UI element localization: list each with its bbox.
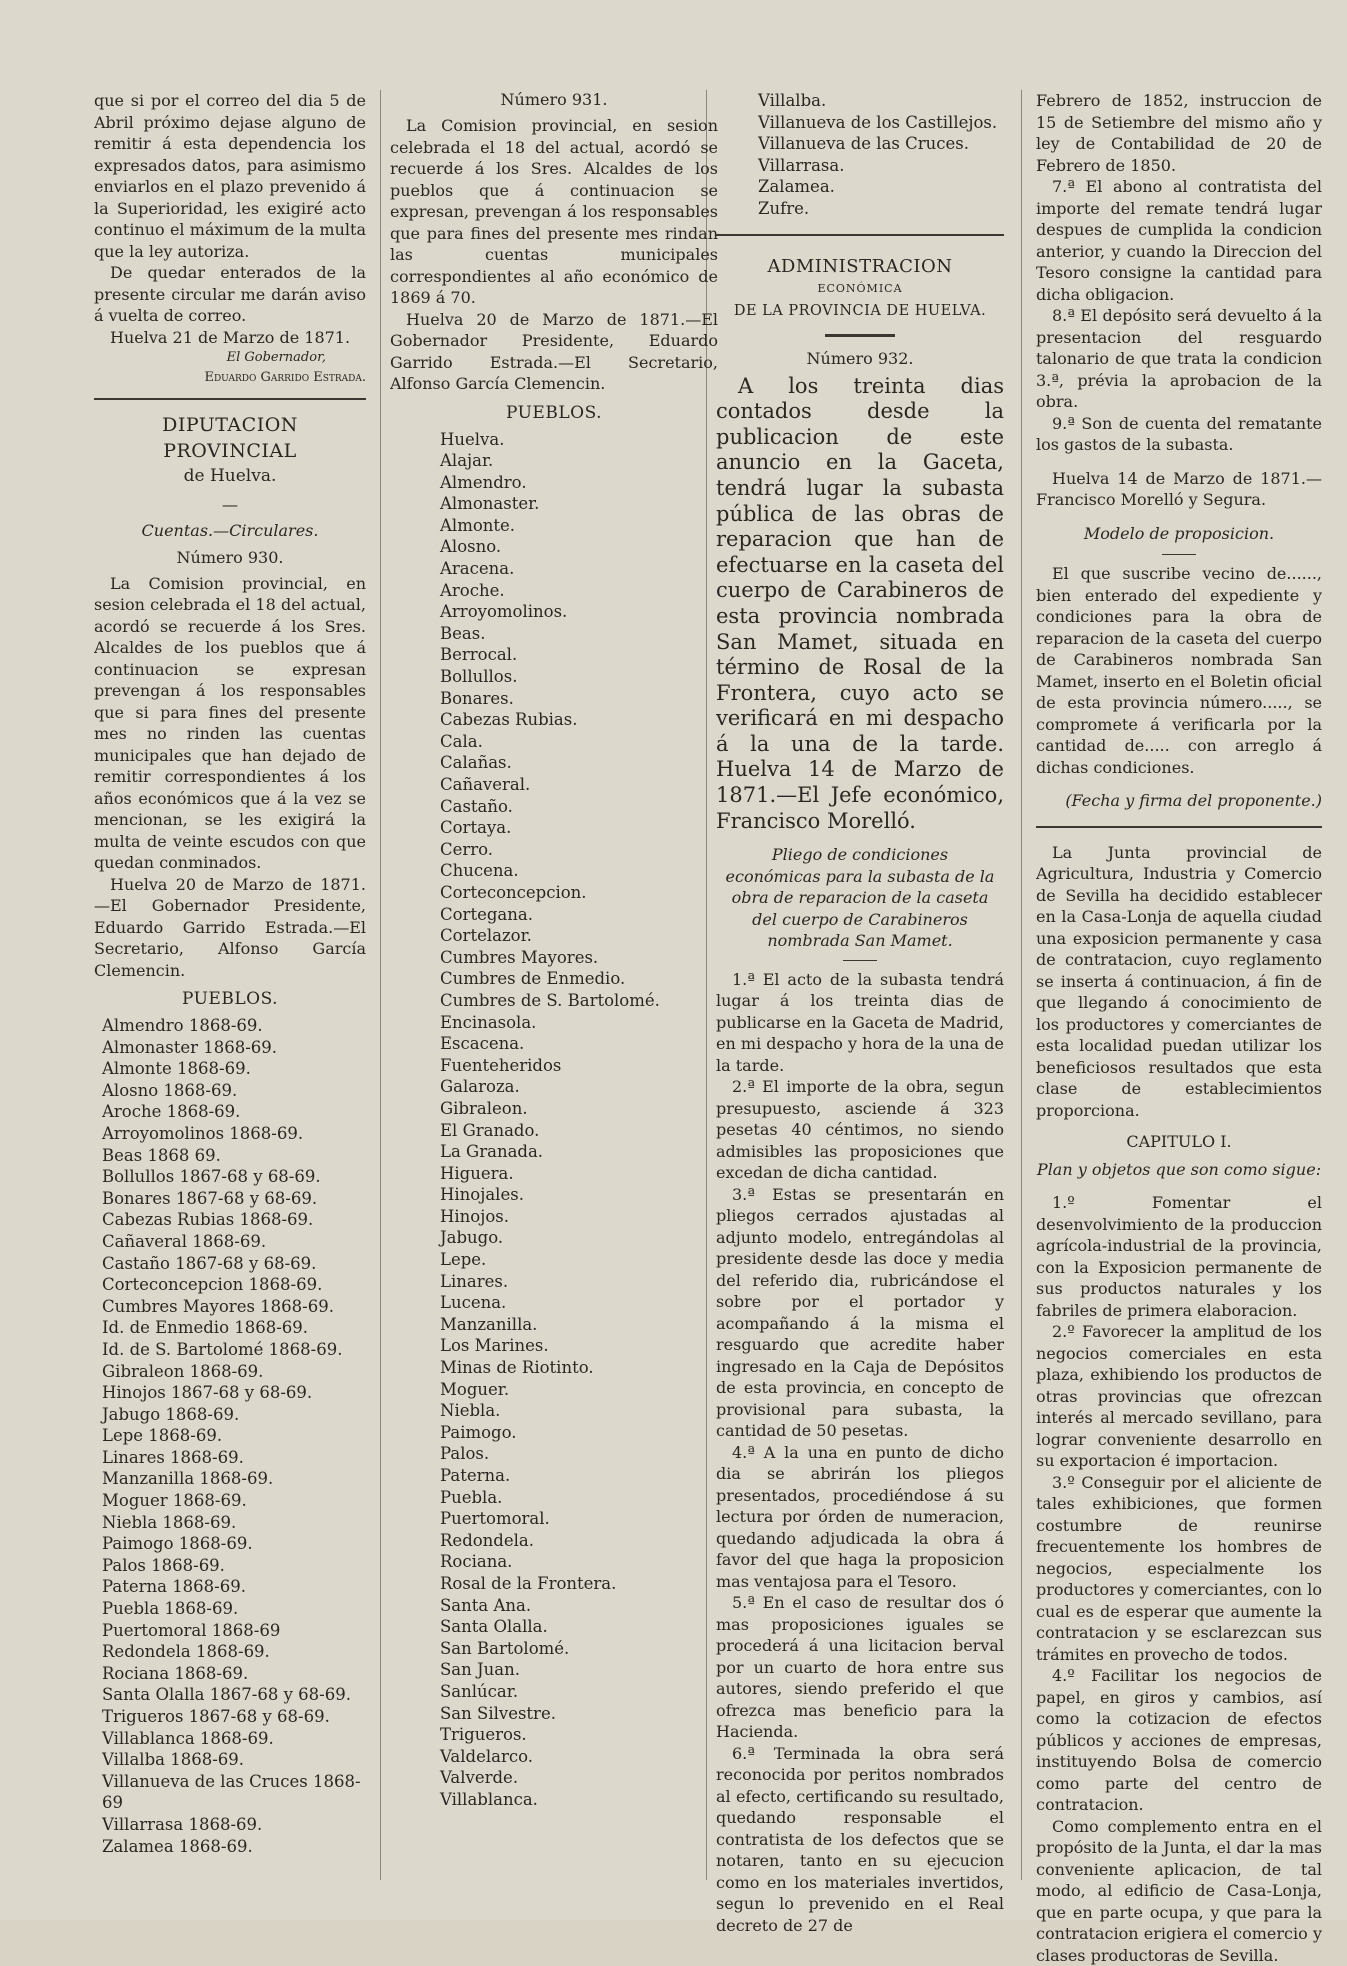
- pueblos-heading-2: PUEBLOS.: [390, 403, 718, 423]
- list-item: Los Marines.: [440, 1335, 718, 1357]
- list-item: Aracena.: [440, 558, 718, 580]
- condition-item: 9.ª Son de cuenta del rematante los gastos de la subasta.: [1036, 413, 1322, 456]
- administracion-heading: ADMINISTRACION: [716, 254, 1004, 280]
- list-item: Sanlúcar.: [440, 1681, 718, 1703]
- list-item: Villanueva de las Cruces 1868-69: [102, 1771, 366, 1814]
- governor-title: El Gobernador,: [94, 348, 326, 368]
- list-item: Santa Ana.: [440, 1595, 718, 1617]
- column-1: [94, 90, 366, 1857]
- list-item: Santa Olalla 1867-68 y 68-69.: [102, 1684, 366, 1706]
- circular-date: Huelva 21 de Marzo de 1871.: [94, 327, 366, 349]
- list-item: Palos.: [440, 1443, 718, 1465]
- pueblos-list-1: [94, 1015, 366, 1857]
- list-item: Berrocal.: [440, 644, 718, 666]
- list-item: Santa Olalla.: [440, 1616, 718, 1638]
- list-item: Almendro.: [440, 472, 718, 494]
- list-item: Palos 1868-69.: [102, 1555, 366, 1577]
- governor-name: Eduardo Garrido Estrada.: [94, 368, 366, 388]
- diputacion-subheading: de Huelva.: [94, 464, 366, 489]
- short-dash: [1162, 554, 1196, 555]
- list-item: San Bartolomé.: [440, 1638, 718, 1660]
- capitulo-heading: CAPITULO I.: [1036, 1131, 1322, 1153]
- list-item: Aroche.: [440, 580, 718, 602]
- list-item: Arroyomolinos 1868-69.: [102, 1123, 366, 1145]
- list-item: Id. de S. Bartolomé 1868-69.: [102, 1339, 366, 1361]
- closing-paragraph: Como complemento entra en el propósito de la Junta, el dar la mas conveniente aplicacion, de tal modo, al edificio de Casa-Lonja, que en parte ocupa, y que para la contratacion erigiera el comercio y clases productoras de Sevilla.: [1036, 1816, 1322, 1966]
- pueblos-list-2-continued: [716, 90, 1004, 220]
- list-item: Lucena.: [440, 1292, 718, 1314]
- list-item: Id. de Enmedio 1868-69.: [102, 1317, 366, 1339]
- list-item: Cabezas Rubias 1868-69.: [102, 1209, 366, 1231]
- list-item: Encinasola.: [440, 1012, 718, 1034]
- list-item: La Granada.: [440, 1141, 718, 1163]
- list-item: Cabezas Rubias.: [440, 709, 718, 731]
- list-item: Lepe.: [440, 1249, 718, 1271]
- junta-announcement: La Junta provincial de Agricultura, Industria y Comercio de Sevilla ha decidido establecer en la Casa-Lonja de aquella ciudad una exposicion permanente y casa de contratacion, cuyo reglamento se inserta á continuacion, á fin de que llegando á conocimiento de los productores y comerciantes de esta localidad puedan utilizar los beneficiosos resultados que esta clase de establecimientos proporciona.: [1036, 842, 1322, 1122]
- condition-item: 8.ª El depósito será devuelto á la presentacion del resguardo talonario de que trata la condicion 3.ª, prévia la aprobacion de la obra.: [1036, 305, 1322, 413]
- list-item: San Silvestre.: [440, 1703, 718, 1725]
- list-item: Cumbres de Enmedio.: [440, 968, 718, 990]
- list-item: Redondela.: [440, 1530, 718, 1552]
- list-item: Gibraleon 1868-69.: [102, 1361, 366, 1383]
- list-item: Trigueros.: [440, 1724, 718, 1746]
- list-item: Paimogo.: [440, 1422, 718, 1444]
- list-item: Escacena.: [440, 1033, 718, 1055]
- list-item: Higuera.: [440, 1163, 718, 1185]
- list-item: Redondela 1868-69.: [102, 1641, 366, 1663]
- list-item: Almonte.: [440, 515, 718, 537]
- circular-930-text: La Comision provincial, en sesion celebrada el 18 del actual, acordó se recuerde á los Sres. Alcaldes de los pueblos que á continuacion se expresan prevengan á los responsables que si para fines del presente mes no rinden las cuentas municipales que han dejado de remitir correspondientes á los años económicos que á la vez se mencionan, se les exigirá la multa de veinte escudos con que quedan conminados.: [94, 573, 366, 874]
- list-item: Villanueva de los Castillejos.: [758, 112, 1004, 134]
- list-item: Villanueva de las Cruces.: [758, 133, 1004, 155]
- list-item: Rociana.: [440, 1551, 718, 1573]
- condition-item: 6.ª Terminada la obra será reconocida por peritos nombrados al efecto, certificando su resultado, quedando responsable el contratista de los defectos que se notaren, tanto en su ejecucion como en los materiales invertidos, segun lo prevenido en el Real decreto de 27 de: [716, 1743, 1004, 1937]
- list-item: Bonares.: [440, 688, 718, 710]
- list-item: Zufre.: [758, 198, 1004, 220]
- list-item: Puebla 1868-69.: [102, 1598, 366, 1620]
- list-item: Villarrasa.: [758, 155, 1004, 177]
- list-item: Cortaya.: [440, 817, 718, 839]
- list-item: Niebla 1868-69.: [102, 1512, 366, 1534]
- list-item: Almonaster 1868-69.: [102, 1037, 366, 1059]
- list-item: Almonte 1868-69.: [102, 1058, 366, 1080]
- list-item: Niebla.: [440, 1400, 718, 1422]
- condition-item: 5.ª En el caso de resultar dos ó mas proposiciones iguales se procederá á una licitacion berval por un cuarto de hora entre sus autores, siendo preferido el que ofrezca mas beneficio para la Hacienda.: [716, 1592, 1004, 1743]
- condition-item: 2.ª El importe de la obra, segun presupuesto, asciende á 323 pesetas 40 céntimos, no siendo admisibles las proposiciones que excedan de dicha cantidad.: [716, 1076, 1004, 1184]
- condition-item: 4.ª A la una en punto de dicho dia se abrirán los pliegos presentados, procediéndose á su lectura por órden de numeracion, quedando adjudicada la obra á favor del que haga la proposicion mas ventajosa para el Tesoro.: [716, 1442, 1004, 1593]
- plan-heading: Plan y objetos que son como sigue:: [1036, 1159, 1322, 1181]
- list-item: Moguer 1868-69.: [102, 1490, 366, 1512]
- list-item: Villalba.: [758, 90, 1004, 112]
- list-item: Huelva.: [440, 429, 718, 451]
- condition-item: 7.ª El abono al contratista del importe del remate tendrá lugar despues de cumplida la condicion anterior, y cuando la Direccion del Tesoro consigne la cantidad para dicha obligacion.: [1036, 176, 1322, 305]
- column-rule: [380, 90, 381, 1880]
- list-item: Hinojos 1867-68 y 68-69.: [102, 1382, 366, 1404]
- circular-931-text: La Comision provincial, en sesion celebrada el 18 del actual, acordó se recuerde á los Sres. Alcaldes de los pueblos que á continuacion se expresan, prevengan á los responsables que para fines del presente mes rindan las cuentas municipales correspondientes al año económico de 1869 á 70.: [390, 115, 718, 309]
- section-separator: [94, 398, 366, 400]
- objective-item: 3.º Conseguir por el aliciente de tales exhibiciones, que formen costumbre de reunirse frecuentemente los hombres de negocios, especialmente los productores y comerciantes, con lo cual es de esperar que aumente la contratacion y se esclarezcan sus trámites en provecho de todos.: [1036, 1472, 1322, 1666]
- list-item: Aroche 1868-69.: [102, 1101, 366, 1123]
- list-item: Cañaveral.: [440, 774, 718, 796]
- subasta-announcement: A los treinta dias contados desde la publicacion de este anuncio en la Gaceta, tendrá lugar la subasta pública de las obras de reparacion que han de efectuarse en la caseta del cuerpo de Carabineros de esta provincia nombrada San Mamet, situada en término de Rosal de la Frontera, cuyo acto se verificará en mi despacho á la una de la tarde. Huelva 14 de Marzo de 1871.—El Jefe económico, Francisco Morelló.: [716, 374, 1004, 835]
- ornament-rule: [825, 334, 895, 337]
- list-item: Villablanca.: [440, 1789, 718, 1811]
- list-item: Cañaveral 1868-69.: [102, 1231, 366, 1253]
- column-rule: [1021, 90, 1022, 1880]
- list-item: Cumbres de S. Bartolomé.: [440, 990, 718, 1012]
- list-item: Villarrasa 1868-69.: [102, 1814, 366, 1836]
- list-item: Rosal de la Frontera.: [440, 1573, 718, 1595]
- list-item: Castaño.: [440, 796, 718, 818]
- list-item: Fuenteheridos: [440, 1055, 718, 1077]
- list-item: Paimogo 1868-69.: [102, 1533, 366, 1555]
- list-item: Arroyomolinos.: [440, 601, 718, 623]
- list-item: El Granado.: [440, 1120, 718, 1142]
- pueblos-heading-1: PUEBLOS.: [94, 989, 366, 1009]
- circular-931-signature: Huelva 20 de Marzo de 1871.—El Gobernador Presidente, Eduardo Garrido Estrada.—El Secretario, Alfonso García Clemencin.: [390, 309, 718, 395]
- list-item: Castaño 1867-68 y 68-69.: [102, 1253, 366, 1275]
- list-item: Bollullos 1867-68 y 68-69.: [102, 1166, 366, 1188]
- diputacion-heading: DIPUTACION PROVINCIAL: [94, 412, 366, 464]
- objective-item: 2.º Favorecer la amplitud de los negocios comerciales en esta plaza, exhibiendo los productos de otras provincias que ofrezcan interés al mercado sevillano, para lograr conveniente desarrollo en su exportacion é importacion.: [1036, 1321, 1322, 1472]
- list-item: Rociana 1868-69.: [102, 1663, 366, 1685]
- heading-dash: —: [94, 495, 366, 514]
- list-item: Manzanilla 1868-69.: [102, 1468, 366, 1490]
- list-item: Alosno 1868-69.: [102, 1080, 366, 1102]
- number-932: Número 932.: [716, 349, 1004, 368]
- column-2: [390, 90, 718, 1811]
- list-item: Linares.: [440, 1271, 718, 1293]
- list-item: Minas de Riotinto.: [440, 1357, 718, 1379]
- pueblos-list-2: [390, 429, 718, 1811]
- section-separator: [716, 234, 1004, 236]
- section-separator: [1036, 826, 1322, 828]
- list-item: Lepe 1868-69.: [102, 1425, 366, 1447]
- list-item: Gibraleon.: [440, 1098, 718, 1120]
- list-item: Cortegana.: [440, 904, 718, 926]
- fecha-firma: (Fecha y firma del proponente.): [1036, 790, 1322, 812]
- short-dash: [843, 960, 877, 961]
- list-item: Valdelarco.: [440, 1746, 718, 1768]
- objective-item: 1.º Fomentar el desenvolvimiento de la produccion agrícola-industrial de la provincia, con la Exposicion permanente de sus productos naturales y los fabriles de primera elaboracion.: [1036, 1192, 1322, 1321]
- list-item: Galaroza.: [440, 1076, 718, 1098]
- list-item: San Juan.: [440, 1659, 718, 1681]
- list-item: Chucena.: [440, 860, 718, 882]
- circular-closing: De quedar enterados de la presente circular me darán aviso á vuelta de correo.: [94, 262, 366, 327]
- number-930: Número 930.: [94, 548, 366, 567]
- list-item: Villalba 1868-69.: [102, 1749, 366, 1771]
- list-item: Zalamea 1868-69.: [102, 1836, 366, 1858]
- pliego-title: Pliego de condiciones económicas para la subasta de la obra de reparacion de la caseta del cuerpo de Carabineros nombrada San Mamet.: [722, 844, 998, 952]
- list-item: Bollullos.: [440, 666, 718, 688]
- list-item: Paterna 1868-69.: [102, 1576, 366, 1598]
- administracion-subheading: ECONÓMICA: [716, 280, 1004, 298]
- condition-item: 3.ª Estas se presentarán en pliegos cerrados ajustadas al adjunto modelo, entregándolas al presidente desde las doce y media del referido dia, rubricándose el sobre por el portador y acompañando á la misma el resguardo que acredite haber ingresado en la Caja de Depósitos de esta provincia, en concepto de provisional para subasta, la cantidad de 50 pesetas.: [716, 1184, 1004, 1442]
- list-item: Jabugo 1868-69.: [102, 1404, 366, 1426]
- condition-item: 1.ª El acto de la subasta tendrá lugar á los treinta dias de publicarse en la Gaceta de Madrid, en mi despacho y hora de la una de la tarde.: [716, 969, 1004, 1077]
- objective-item: 4.º Facilitar los negocios de papel, en giros y cambios, así como la cotizacion de efectos públicos y acciones de empresas, instituyendo Bolsa de comercio como parte del centro de contratacion.: [1036, 1665, 1322, 1816]
- list-item: Cortelazor.: [440, 925, 718, 947]
- list-item: Paterna.: [440, 1465, 718, 1487]
- column-4: [1036, 90, 1322, 1966]
- list-item: Linares 1868-69.: [102, 1447, 366, 1469]
- list-item: Almonaster.: [440, 493, 718, 515]
- list-item: Alajar.: [440, 450, 718, 472]
- list-item: Beas 1868 69.: [102, 1145, 366, 1167]
- list-item: Villablanca 1868-69.: [102, 1728, 366, 1750]
- conditions-continuation: Febrero de 1852, instruccion de 15 de Setiembre del mismo año y ley de Contabilidad de 20 de Febrero de 1850.: [1036, 90, 1322, 176]
- list-item: Moguer.: [440, 1379, 718, 1401]
- list-item: Cala.: [440, 731, 718, 753]
- list-item: Trigueros 1867-68 y 68-69.: [102, 1706, 366, 1728]
- modelo-heading: Modelo de proposicion.: [1036, 523, 1322, 545]
- list-item: Puertomoral.: [440, 1508, 718, 1530]
- list-item: Cumbres Mayores.: [440, 947, 718, 969]
- list-item: Hinojos.: [440, 1206, 718, 1228]
- list-item: Zalamea.: [758, 176, 1004, 198]
- list-item: Puebla.: [440, 1487, 718, 1509]
- list-item: Corteconcepcion.: [440, 882, 718, 904]
- list-item: Beas.: [440, 623, 718, 645]
- list-item: Cerro.: [440, 839, 718, 861]
- list-item: Calañas.: [440, 752, 718, 774]
- circular-930-signature: Huelva 20 de Marzo de 1871.—El Gobernador Presidente, Eduardo Garrido Estrada.—El Secretario, Alfonso García Clemencin.: [94, 874, 366, 982]
- administracion-province: DE LA PROVINCIA DE HUELVA.: [716, 298, 1004, 324]
- column-3: [716, 90, 1004, 1936]
- list-item: Jabugo.: [440, 1227, 718, 1249]
- list-item: Bonares 1867-68 y 68-69.: [102, 1188, 366, 1210]
- list-item: Alosno.: [440, 536, 718, 558]
- list-item: Hinojales.: [440, 1184, 718, 1206]
- circular-continuation: que si por el correo del dia 5 de Abril próximo dejase alguno de remitir á esta dependencia los expresados datos, para asimismo enviarlos en el plazo prevenido á la Superioridad, les exigiré acto continuo el máximum de la multa que la ley autoriza.: [94, 90, 366, 262]
- list-item: Valverde.: [440, 1767, 718, 1789]
- list-item: Puertomoral 1868-69: [102, 1620, 366, 1642]
- conditions-list-continued: [1036, 176, 1322, 456]
- section-title: Cuentas.—Circulares.: [94, 520, 366, 542]
- number-931: Número 931.: [390, 90, 718, 109]
- list-item: Almendro 1868-69.: [102, 1015, 366, 1037]
- list-item: Corteconcepcion 1868-69.: [102, 1274, 366, 1296]
- conditions-signature: Huelva 14 de Marzo de 1871.—Francisco Morelló y Segura.: [1036, 468, 1322, 511]
- list-item: Cumbres Mayores 1868-69.: [102, 1296, 366, 1318]
- conditions-list: [716, 969, 1004, 1937]
- list-item: Manzanilla.: [440, 1314, 718, 1336]
- modelo-text: El que suscribe vecino de......, bien enterado del expediente y condiciones para la obra de reparacion de la caseta del cuerpo de Carabineros nombrada San Mamet, inserto en el Boletin oficial de esta provincia número....., se compromete á verificarla por la cantidad de..... con arreglo á dichas condiciones.: [1036, 563, 1322, 778]
